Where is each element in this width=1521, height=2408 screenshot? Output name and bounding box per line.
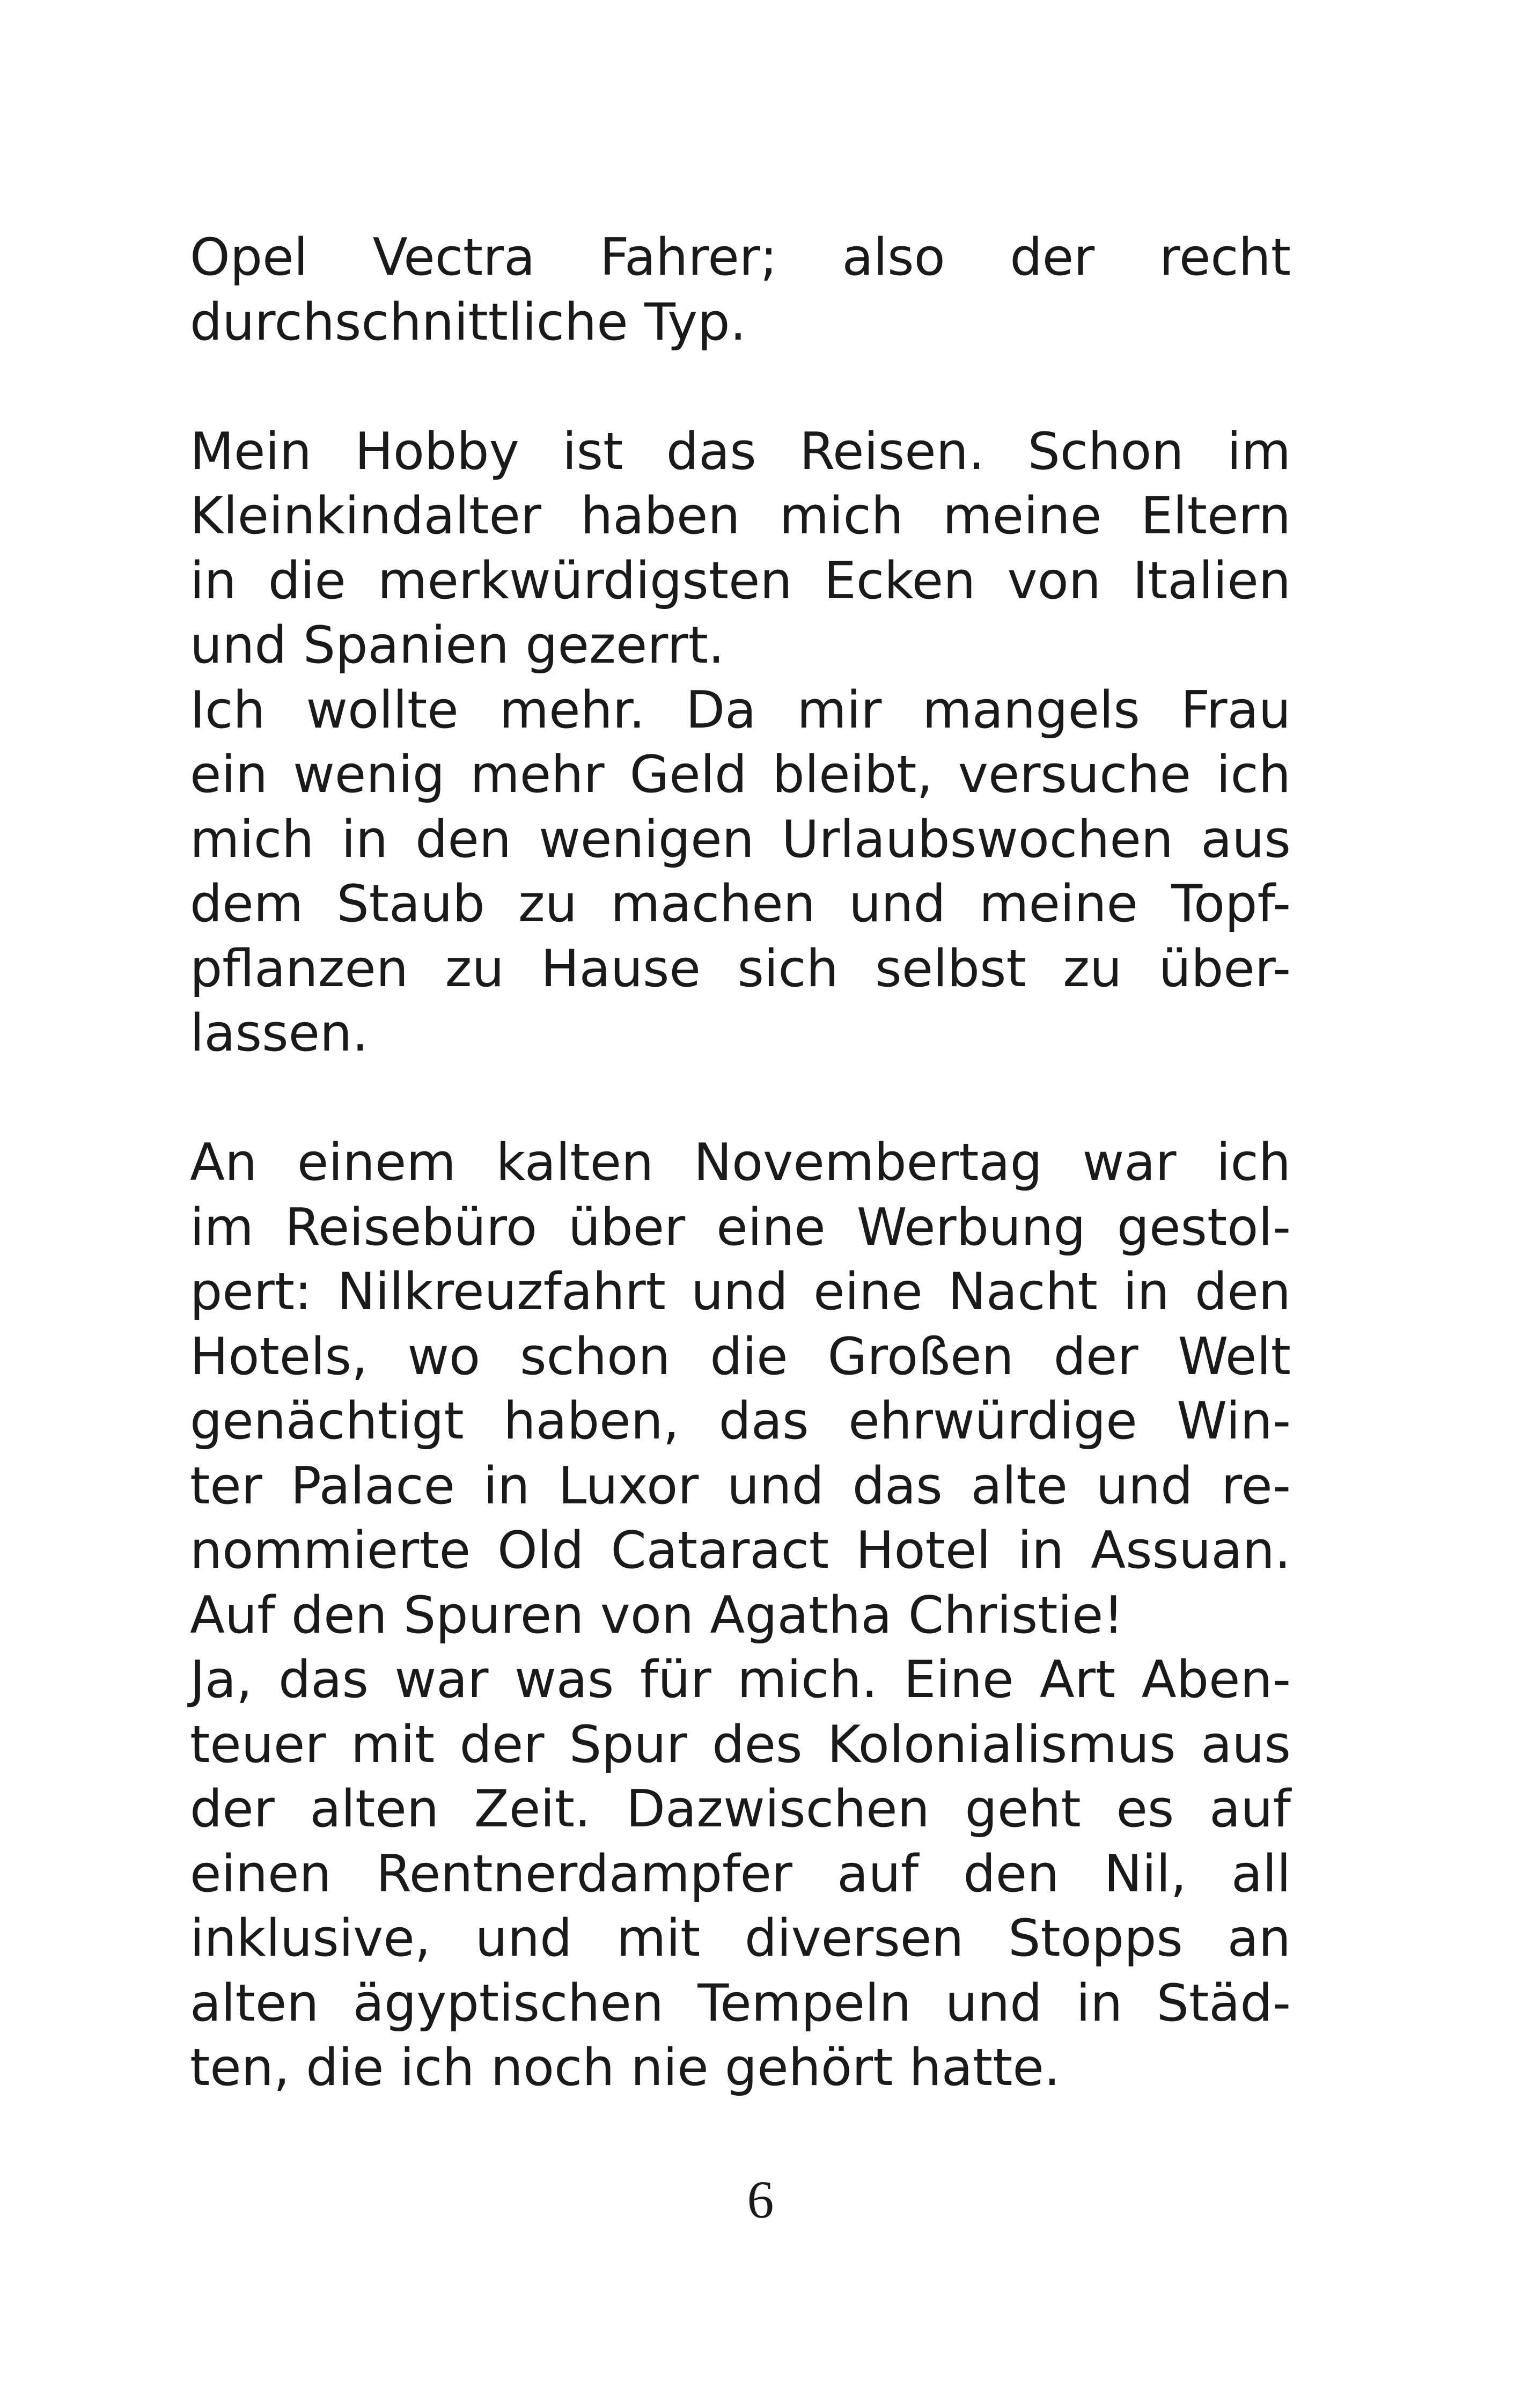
text-line: nommierte Old Cataract Hotel in Assuan.	[190, 1521, 1291, 1580]
text-line: Auf den Spuren von Agatha Christie!	[190, 1585, 1124, 1645]
text-line: und Spanien gezerrt.	[190, 616, 725, 675]
text-line: Ich wollte mehr. Da mir mangels Frau	[190, 680, 1291, 740]
text-line: An einem kalten Novembertag war ich	[190, 1133, 1291, 1192]
text-line: einen Rentnerdampfer auf den Nil, all	[190, 1844, 1291, 1904]
text-line: Mein Hobby ist das Reisen. Schon im	[190, 422, 1291, 481]
text-line: genächtigt haben, das ehrwürdige Win-	[190, 1392, 1291, 1451]
paragraph-gap	[190, 1066, 1291, 1131]
text-line: Ja, das war was für mich. Eine Art Aben-	[190, 1650, 1291, 1709]
text-line: ter Palace in Luxor und das alte und re-	[190, 1456, 1291, 1516]
text-line: ten, die ich noch nie gehört hatte.	[190, 2038, 1061, 2097]
text-line: Opel Vectra Fahrer; also der recht	[190, 228, 1291, 287]
text-line: teuer mit der Spur des Kolonialismus aus	[190, 1715, 1291, 1774]
body-text	[190, 225, 1291, 2101]
text-line: pert: Nilkreuzfahrt und eine Nacht in den	[190, 1262, 1291, 1322]
paragraph-gap	[190, 355, 1291, 420]
page-number: 6	[747, 2170, 774, 2229]
text-line: durchschnittliche Typ.	[190, 292, 746, 352]
text-line: im Reisebüro über eine Werbung gestol-	[190, 1198, 1291, 1257]
text-line: alten ägyptischen Tempeln und in Städ-	[190, 1973, 1291, 2033]
text-line: der alten Zeit. Dazwischen geht es auf	[190, 1780, 1291, 1839]
text-line: Hotels, wo schon die Großen der Welt	[190, 1327, 1291, 1386]
text-line: mich in den wenigen Urlaubswochen aus	[190, 810, 1291, 869]
text-line: Kleinkindalter haben mich meine Eltern	[190, 487, 1291, 546]
text-line: ein wenig mehr Geld bleibt, versuche ich	[190, 745, 1291, 804]
text-line: pflanzen zu Hause sich selbst zu über-	[190, 939, 1291, 999]
text-line: dem Staub zu machen und meine Topf-	[190, 875, 1291, 934]
text-line: in die merkwürdigsten Ecken von Italien	[190, 551, 1291, 611]
text-line: inklusive, und mit diversen Stopps an	[190, 1909, 1291, 1968]
text-line: lassen.	[190, 1004, 369, 1063]
